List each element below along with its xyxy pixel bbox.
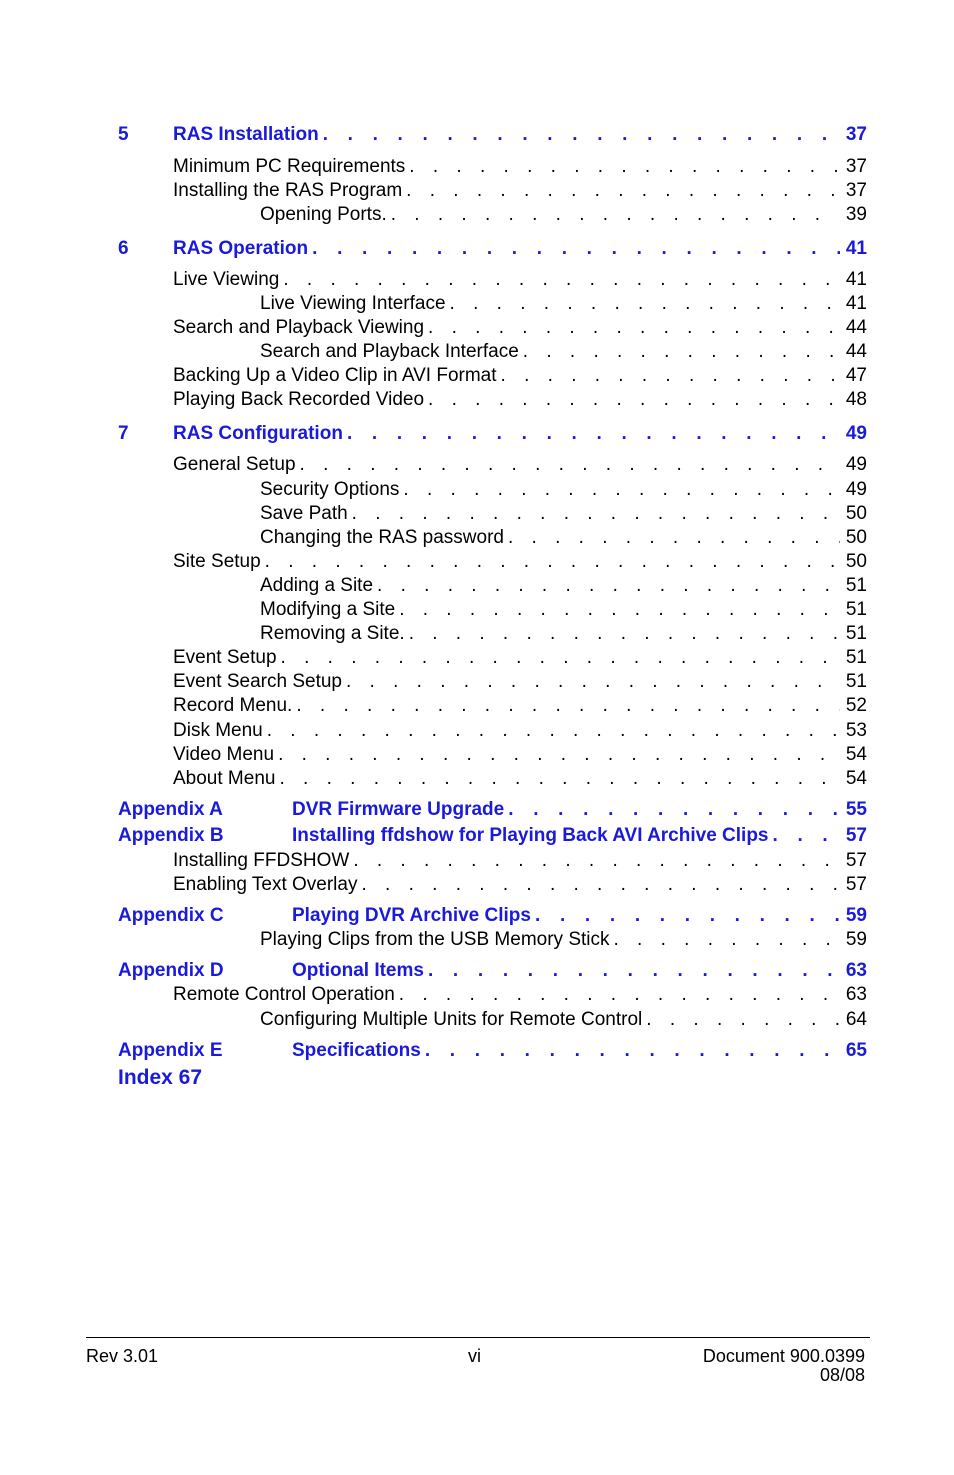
toc-entry[interactable] [173, 316, 867, 340]
entry-title: Minimum PC Requirements [173, 156, 406, 177]
appendix-title: Playing DVR Archive Clips [292, 905, 531, 926]
dot-leader [281, 646, 840, 670]
appendix-title: Installing ffdshow for Playing Back AVI Archive Clips [292, 825, 769, 846]
dot-leader [523, 340, 840, 364]
page-number: 55 [845, 799, 867, 820]
entry-title: Search and Playback Interface [260, 341, 519, 362]
footer-document: Document 900.0399 [702, 1346, 865, 1366]
page-number: 47 [845, 365, 867, 386]
toc-subentry[interactable] [260, 598, 867, 622]
entry-title: Opening Ports. [260, 204, 387, 225]
page-number: 37 [845, 180, 867, 201]
dot-leader [535, 904, 840, 928]
footer-date: 08/08 [819, 1365, 865, 1385]
dot-leader [508, 798, 840, 822]
entry-title: Site Setup [173, 551, 261, 572]
appendix-title: DVR Firmware Upgrade [292, 799, 505, 820]
dot-leader [428, 388, 840, 412]
entry-title: Live Viewing [173, 269, 280, 290]
dot-leader [377, 574, 840, 598]
dot-leader [391, 203, 840, 227]
dot-leader [773, 824, 840, 848]
toc-subentry[interactable] [260, 928, 867, 952]
entry-title: Modifying a Site [260, 599, 396, 620]
chapter-number: 6 [118, 238, 129, 259]
dot-leader [399, 983, 840, 1007]
page-number: 57 [845, 850, 867, 871]
page-number: 41 [845, 293, 867, 314]
footer-page-number: vi [468, 1346, 481, 1366]
toc-entry[interactable] [173, 453, 867, 477]
dot-leader [346, 670, 840, 694]
toc-subentry[interactable] [260, 502, 867, 526]
page-number: 37 [845, 124, 867, 145]
dot-leader [267, 719, 840, 743]
page-number: 50 [845, 503, 867, 524]
dot-leader [278, 743, 840, 767]
chapter-title: RAS Operation [173, 238, 309, 259]
entry-title: Event Setup [173, 647, 277, 668]
entry-title: Installing the RAS Program [173, 180, 403, 201]
toc-entry[interactable] [173, 767, 867, 791]
footer-revision: Rev 3.01 [86, 1346, 159, 1366]
page-number: 49 [845, 423, 867, 444]
appendix-label: Appendix A [118, 799, 223, 820]
toc-subentry[interactable] [260, 340, 867, 364]
toc-entry[interactable] [173, 743, 867, 767]
toc-appendix-e[interactable] [118, 1039, 867, 1063]
entry-title: Disk Menu [173, 720, 263, 741]
page-number: 59 [845, 929, 867, 950]
page-number: 53 [845, 720, 867, 741]
entry-title: Adding a Site [260, 575, 374, 596]
toc-appendix-d[interactable] [118, 959, 867, 983]
dot-leader [347, 422, 840, 446]
page-number: 65 [845, 1040, 867, 1061]
entry-title: Backing Up a Video Clip in AVI Format [173, 365, 497, 386]
dot-leader [399, 598, 840, 622]
toc-subentry[interactable] [260, 203, 867, 227]
appendix-label: Appendix C [118, 905, 224, 926]
dot-leader [450, 292, 840, 316]
dot-leader [279, 767, 839, 791]
toc-entry[interactable] [173, 670, 867, 694]
dot-leader [283, 268, 840, 292]
appendix-label: Appendix B [118, 825, 224, 846]
toc-appendix-a[interactable] [118, 798, 867, 822]
page-number: 51 [845, 671, 867, 692]
page-number: 49 [845, 479, 867, 500]
toc-subentry[interactable] [260, 574, 867, 598]
toc-chapter-7[interactable] [118, 422, 867, 446]
toc-entry[interactable] [173, 388, 867, 412]
toc-subentry[interactable] [260, 1008, 867, 1032]
dot-leader [296, 694, 840, 718]
toc-entry[interactable] [173, 719, 867, 743]
toc-entry[interactable] [173, 179, 867, 203]
appendix-label: Appendix E [118, 1040, 223, 1061]
page-number: 44 [845, 317, 867, 338]
page-number: 51 [845, 575, 867, 596]
entry-title: Record Menu. [173, 695, 293, 716]
entry-title: Video Menu [173, 744, 275, 765]
entry-title: Search and Playback Viewing [173, 317, 425, 338]
toc-appendix-b[interactable] [118, 824, 867, 848]
toc-entry[interactable] [173, 873, 867, 897]
toc-subentry[interactable] [260, 526, 867, 550]
page-number: 41 [845, 238, 867, 259]
toc-subentry[interactable] [260, 478, 867, 502]
toc-index[interactable]: Index 67 [118, 1066, 203, 1089]
toc-entry[interactable] [173, 550, 867, 574]
page-number: 37 [845, 156, 867, 177]
dot-leader [508, 526, 840, 550]
entry-title: About Menu [173, 768, 276, 789]
toc-entry[interactable] [173, 155, 867, 179]
dot-leader [501, 364, 840, 388]
dot-leader [323, 123, 840, 147]
toc-entry[interactable] [173, 268, 867, 292]
toc-entry[interactable] [173, 849, 867, 873]
toc-entry[interactable] [173, 694, 867, 718]
chapter-number: 5 [118, 124, 129, 145]
dot-leader [312, 237, 840, 261]
page-number: 50 [845, 551, 867, 572]
chapter-title: RAS Installation [173, 124, 319, 145]
entry-title: Event Search Setup [173, 671, 342, 692]
dot-leader [406, 179, 840, 203]
page-number: 52 [845, 695, 867, 716]
page-number: 64 [845, 1009, 867, 1030]
toc-subentry[interactable] [260, 622, 867, 646]
entry-title: Save Path [260, 503, 348, 524]
dot-leader [361, 873, 839, 897]
page-number: 59 [845, 905, 867, 926]
page-number: 57 [845, 874, 867, 895]
toc-entry[interactable] [173, 646, 867, 670]
toc-entry[interactable] [173, 983, 867, 1007]
page-number: 51 [845, 599, 867, 620]
page-number: 41 [845, 269, 867, 290]
page-number: 54 [845, 744, 867, 765]
chapter-title: RAS Configuration [173, 423, 343, 444]
entry-title: Installing FFDSHOW [173, 850, 350, 871]
appendix-title: Specifications [292, 1040, 421, 1061]
page-number: 50 [845, 527, 867, 548]
dot-leader [352, 502, 840, 526]
dot-leader [403, 478, 839, 502]
entry-title: Configuring Multiple Units for Remote Control [260, 1009, 643, 1030]
entry-title: Removing a Site. [260, 623, 405, 644]
page-number: 57 [845, 825, 867, 846]
entry-title: Live Viewing Interface [260, 293, 446, 314]
entry-title: Remote Control Operation [173, 984, 395, 1005]
page-number: 63 [845, 984, 867, 1005]
entry-title: Playing Clips from the USB Memory Stick [260, 929, 610, 950]
dot-leader [428, 959, 840, 983]
page-number: 39 [845, 204, 867, 225]
appendix-title: Optional Items [292, 960, 424, 981]
entry-title: Playing Back Recorded Video [173, 389, 425, 410]
entry-title: Security Options [260, 479, 400, 500]
dot-leader [614, 928, 840, 952]
dot-leader [265, 550, 840, 574]
page-number: 49 [845, 454, 867, 475]
dot-leader [428, 316, 840, 340]
footer-divider [86, 1337, 870, 1338]
dot-leader [409, 622, 840, 646]
page-number: 48 [845, 389, 867, 410]
dot-leader [300, 453, 840, 477]
toc-appendix-c[interactable] [118, 904, 867, 928]
dot-leader [409, 155, 840, 179]
entry-title: Changing the RAS password [260, 527, 504, 548]
entry-title: General Setup [173, 454, 296, 475]
page-number: 44 [845, 341, 867, 362]
toc-subentry[interactable] [260, 292, 867, 316]
page-number: 54 [845, 768, 867, 789]
dot-leader [425, 1039, 840, 1063]
entry-title: Enabling Text Overlay [173, 874, 358, 895]
toc-chapter-5[interactable] [118, 123, 867, 147]
page-number: 63 [845, 960, 867, 981]
appendix-label: Appendix D [118, 960, 224, 981]
toc-chapter-6[interactable] [118, 237, 867, 261]
page-number: 51 [845, 647, 867, 668]
dot-leader [353, 849, 840, 873]
chapter-number: 7 [118, 423, 129, 444]
toc-entry[interactable] [173, 364, 867, 388]
page-number: 51 [845, 623, 867, 644]
dot-leader [646, 1008, 840, 1032]
